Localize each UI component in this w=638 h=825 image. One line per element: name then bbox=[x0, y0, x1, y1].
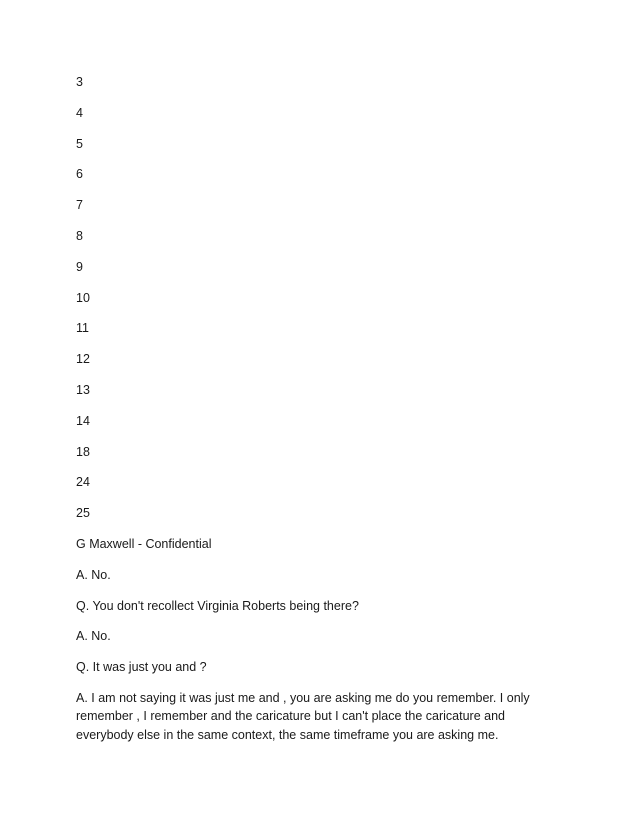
line-number: 8 bbox=[76, 228, 83, 243]
line-number: 9 bbox=[76, 259, 83, 274]
transcript-paragraph: A. I am not saying it was just me and , you are asking me do you remember. I only remember , I remember and the caricature but I can't place the caricature and everybody else in the same context, the same timeframe you are asking me. bbox=[76, 690, 530, 742]
document-header: G Maxwell - Confidential bbox=[76, 536, 212, 551]
transcript-paragraph: Q. You don't recollect Virginia Roberts being there? bbox=[76, 598, 359, 613]
line-number: 6 bbox=[76, 167, 83, 182]
line-number: 13 bbox=[76, 382, 90, 397]
line-number: 11 bbox=[76, 321, 89, 336]
transcript-paragraph: A. No. bbox=[76, 567, 111, 582]
transcript-paragraph: A. No. bbox=[76, 629, 111, 644]
line-number: 10 bbox=[76, 290, 90, 305]
line-number: 14 bbox=[76, 413, 90, 428]
line-number: 5 bbox=[76, 136, 83, 151]
line-number: 7 bbox=[76, 198, 83, 213]
line-number: 4 bbox=[76, 105, 83, 120]
document-content bbox=[76, 74, 566, 759]
line-number: 24 bbox=[76, 475, 90, 490]
transcript-paragraph: Q. It was just you and ? bbox=[76, 660, 207, 675]
line-number: 25 bbox=[76, 506, 90, 521]
line-number: 3 bbox=[76, 75, 83, 89]
line-number: 18 bbox=[76, 444, 90, 459]
line-number: 12 bbox=[76, 352, 90, 367]
